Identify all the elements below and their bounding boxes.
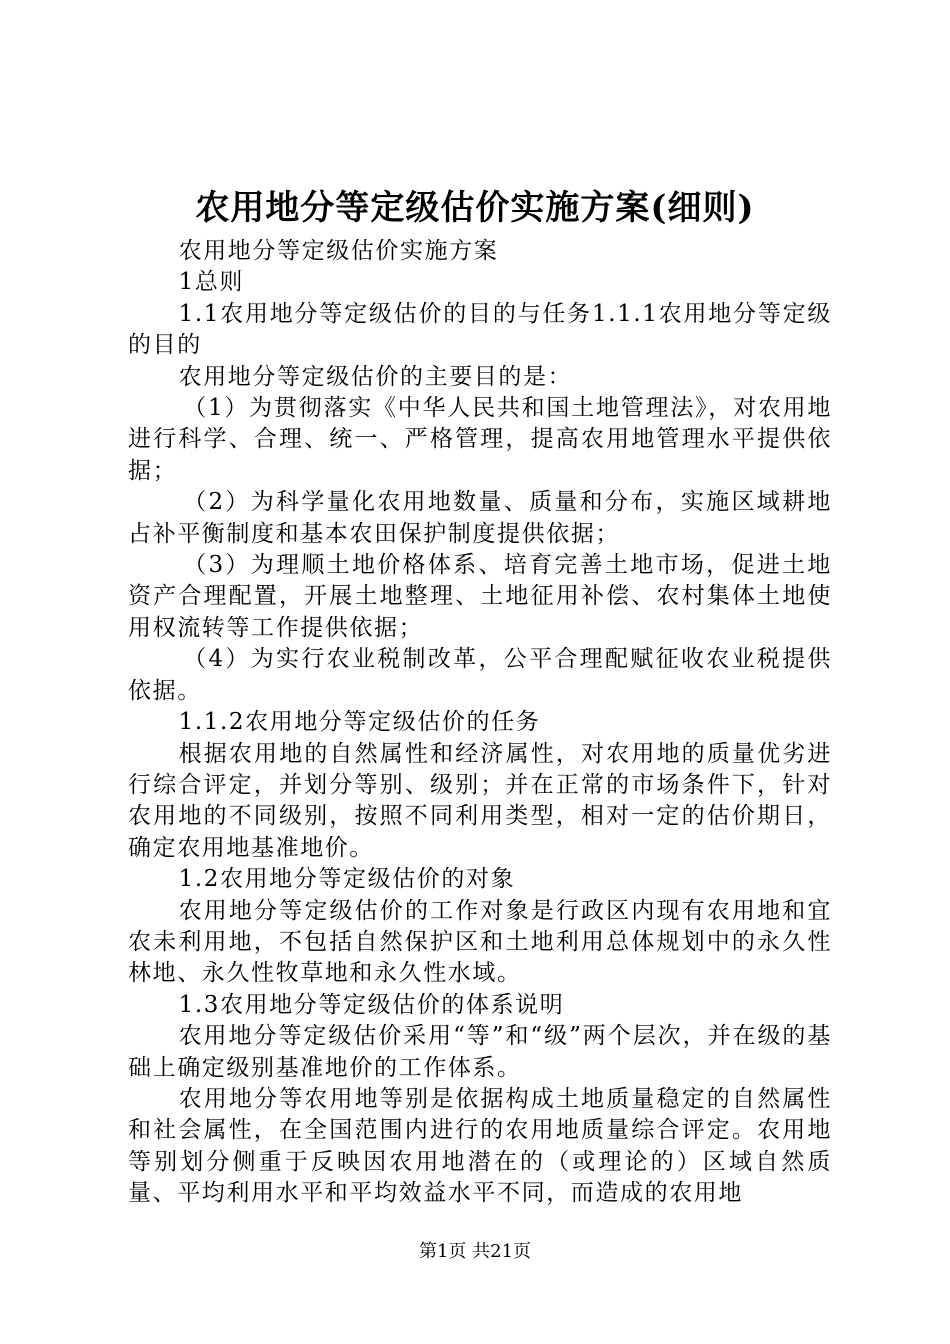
paragraph-heading: 农用地分等定级估价实施方案 xyxy=(178,238,499,264)
paragraph-heading: 1总则 xyxy=(178,269,245,296)
paragraph: 农用地分等定级估价的工作对象是行政区内现有农用地和宜农未利用地，不包括自然保护区和土地利用总体规划中的永久性林地、永久性牧草地和永久性水域。 xyxy=(128,897,832,987)
paragraph-heading: 1.3农用地分等定级估价的体系说明 xyxy=(178,991,565,1018)
paragraph-heading: 1.2农用地分等定级估价的对象 xyxy=(178,866,516,893)
paragraph-list-item: （3）为理顺土地价格体系、培育完善土地市场，促进土地资产合理配置，开展土地整理、土地征用补偿、农村集体土地使用权流转等工作提供依据； xyxy=(128,552,832,641)
paragraph: 农用地分等定级估价的主要目的是： xyxy=(178,363,573,390)
document-title: 农用地分等定级估价实施方案(细则) xyxy=(195,188,755,228)
page-footer: 第1页 共21页 xyxy=(418,1241,532,1262)
paragraph: 农用地分等定级估价采用“等”和“级”两个层次，并在级的基础上确定级别基准地价的工作体系。 xyxy=(128,1023,832,1081)
paragraph: 根据农用地的自然属性和经济属性，对农用地的质量优劣进行综合评定，并划分等别、级别；并在正常的市场条件下，针对农用地的不同级别，按照不同利用类型，相对一定的估价期日，确定农用地基准地价。 xyxy=(128,740,832,861)
paragraph-list-item: （4）为实行农业税制改革，公平合理配赋征收农业税提供依据。 xyxy=(128,646,832,704)
document-body xyxy=(128,236,832,1210)
paragraph: 农用地分等农用地等别是依据构成土地质量稳定的自然属性和社会属性，在全国范围内进行的农用地质量综合评定。农用地等别划分侧重于反映因农用地潜在的（或理论的）区域自然质量、平均利用水平和平均效益水平不同，而造成的农用地 xyxy=(128,1085,832,1207)
paragraph-heading: 1.1农用地分等定级估价的目的与任务1.1.1农用地分等定级的目的 xyxy=(128,300,832,359)
paragraph-heading: 1.1.2农用地分等定级估价的任务 xyxy=(178,709,541,736)
paragraph-list-item: （1）为贯彻落实《中华人民共和国土地管理法》，对农用地进行科学、合理、统一、严格管理，提高农用地管理水平提供依据； xyxy=(128,395,832,484)
paragraph-list-item: （2）为科学量化农用地数量、质量和分布，实施区域耕地占补平衡制度和基本农田保护制度提供依据； xyxy=(128,489,832,547)
